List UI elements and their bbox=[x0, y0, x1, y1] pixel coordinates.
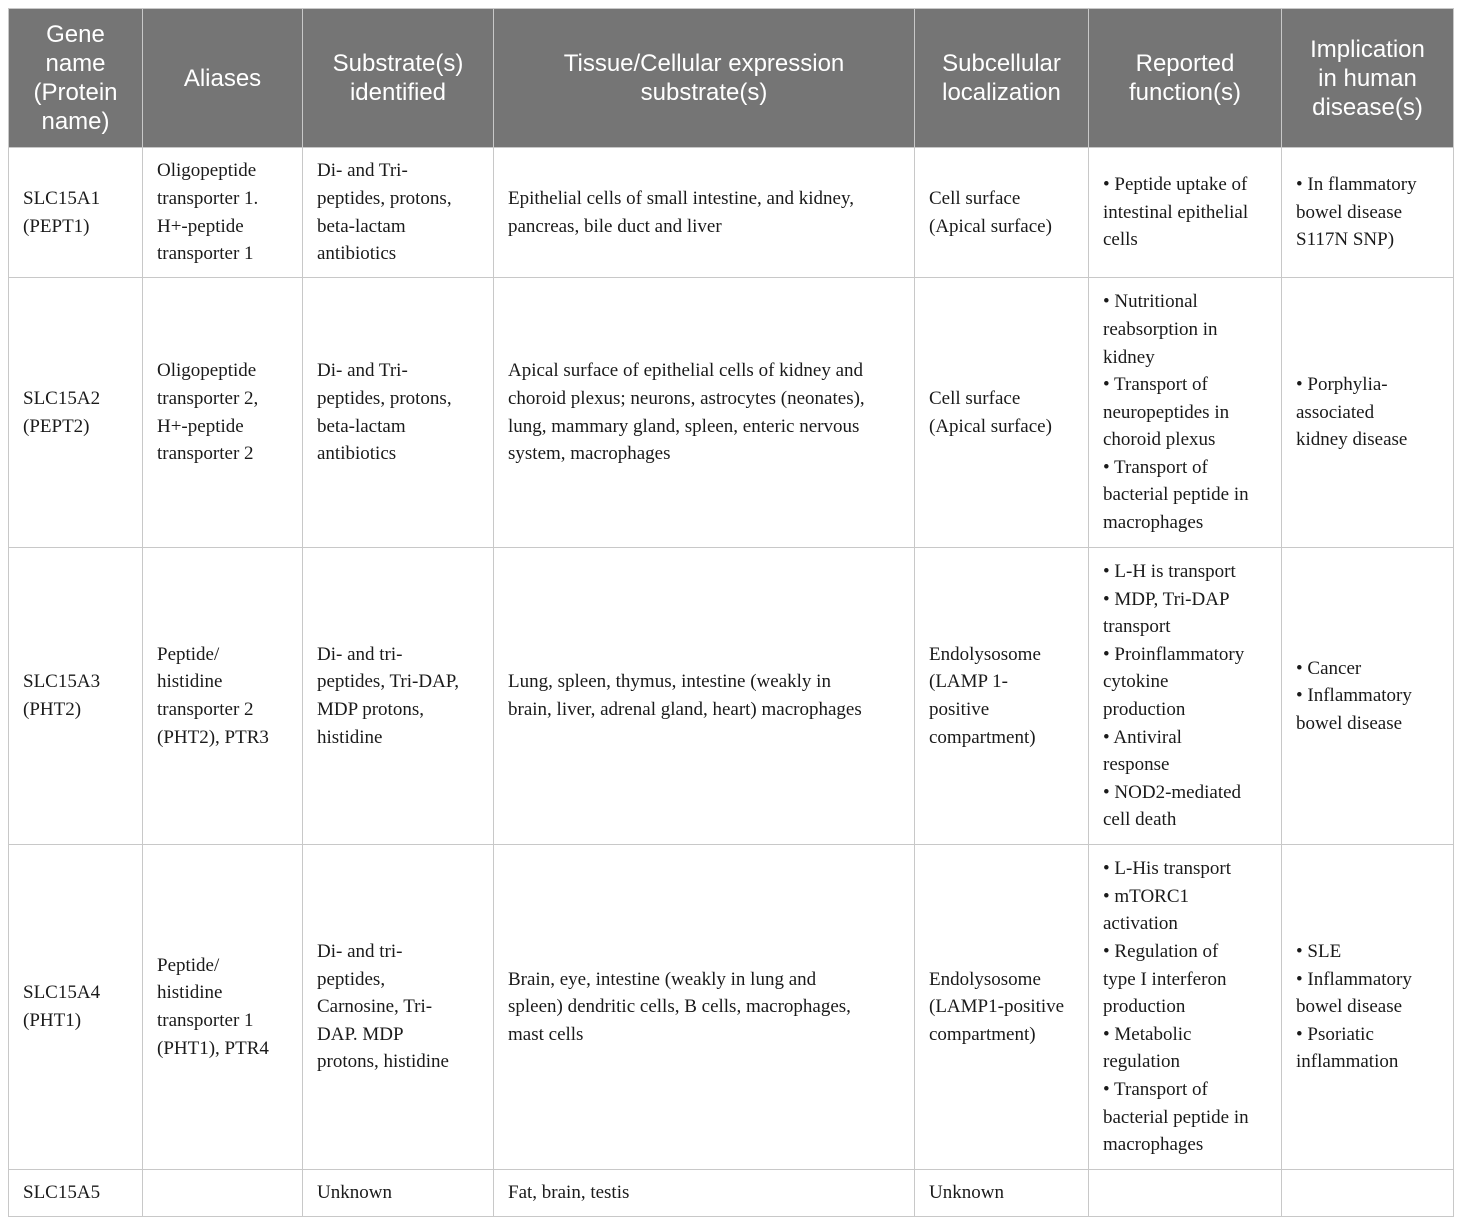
diseases-cell: • In flammatory bowel disease S117N SNP) bbox=[1282, 148, 1454, 278]
header-tissue-expression: Tissue/Cellular expression substrate(s) bbox=[494, 9, 915, 148]
gene-cell: SLC15A4 (PHT1) bbox=[9, 845, 143, 1170]
substrates-cell: Unknown bbox=[303, 1170, 494, 1217]
functions-cell: • L-H is transport • MDP, Tri-DAP transport • Proinflammatory cytokine production • Antiviral response • NOD2-mediated cell death bbox=[1089, 548, 1282, 845]
gene-cell: SLC15A1 (PEPT1) bbox=[9, 148, 143, 278]
functions-cell: • Nutritional reabsorption in kidney • Transport of neuropeptides in choroid plexus • Transport of bacterial peptide in macrophages bbox=[1089, 278, 1282, 548]
tissue-cell: Lung, spleen, thymus, intestine (weakly in brain, liver, adrenal gland, heart) macrophages bbox=[494, 548, 915, 845]
diseases-cell: • Cancer • Inflammatory bowel disease bbox=[1282, 548, 1454, 845]
substrates-cell: Di- and Tri- peptides, protons, beta-lactam antibiotics bbox=[303, 148, 494, 278]
localization-cell: Endolysosome (LAMP1-positive compartment) bbox=[915, 845, 1089, 1170]
localization-cell: Unknown bbox=[915, 1170, 1089, 1217]
diseases-cell bbox=[1282, 1170, 1454, 1217]
table-row bbox=[9, 1170, 1454, 1217]
localization-cell: Cell surface (Apical surface) bbox=[915, 148, 1089, 278]
header-row bbox=[9, 9, 1454, 148]
header-reported-functions: Reported function(s) bbox=[1089, 9, 1282, 148]
substrates-cell: Di- and Tri- peptides, protons, beta-lactam antibiotics bbox=[303, 278, 494, 548]
slc15-family-table bbox=[8, 8, 1454, 1217]
table-row bbox=[9, 845, 1454, 1170]
diseases-cell: • Porphylia- associated kidney disease bbox=[1282, 278, 1454, 548]
table-row bbox=[9, 548, 1454, 845]
tissue-cell: Brain, eye, intestine (weakly in lung and spleen) dendritic cells, B cells, macrophages, mast cells bbox=[494, 845, 915, 1170]
substrates-cell: Di- and tri- peptides, Carnosine, Tri- DAP. MDP protons, histidine bbox=[303, 845, 494, 1170]
header-gene-name: Gene name (Protein name) bbox=[9, 9, 143, 148]
diseases-cell: • SLE • Inflammatory bowel disease • Psoriatic inflammation bbox=[1282, 845, 1454, 1170]
aliases-cell: Oligopeptide transporter 2, H+-peptide transporter 2 bbox=[143, 278, 303, 548]
table-row bbox=[9, 148, 1454, 278]
tissue-cell: Fat, brain, testis bbox=[494, 1170, 915, 1217]
header-subcellular-localization: Subcellular localization bbox=[915, 9, 1089, 148]
tissue-cell: Apical surface of epithelial cells of kidney and choroid plexus; neurons, astrocytes (neonates), lung, mammary gland, spleen, enteric nervous system, macrophages bbox=[494, 278, 915, 548]
table-row bbox=[9, 278, 1454, 548]
aliases-cell bbox=[143, 1170, 303, 1217]
functions-cell: • Peptide uptake of intestinal epithelial cells bbox=[1089, 148, 1282, 278]
localization-cell: Cell surface (Apical surface) bbox=[915, 278, 1089, 548]
substrates-cell: Di- and tri- peptides, Tri-DAP, MDP protons, histidine bbox=[303, 548, 494, 845]
functions-cell bbox=[1089, 1170, 1282, 1217]
tissue-cell: Epithelial cells of small intestine, and kidney, pancreas, bile duct and liver bbox=[494, 148, 915, 278]
aliases-cell: Peptide/ histidine transporter 2 (PHT2), PTR3 bbox=[143, 548, 303, 845]
header-aliases: Aliases bbox=[143, 9, 303, 148]
header-substrates: Substrate(s) identified bbox=[303, 9, 494, 148]
header-disease-implication: Implication in human disease(s) bbox=[1282, 9, 1454, 148]
gene-cell: SLC15A5 bbox=[9, 1170, 143, 1217]
gene-cell: SLC15A3 (PHT2) bbox=[9, 548, 143, 845]
localization-cell: Endolysosome (LAMP 1- positive compartment) bbox=[915, 548, 1089, 845]
gene-cell: SLC15A2 (PEPT2) bbox=[9, 278, 143, 548]
aliases-cell: Peptide/ histidine transporter 1 (PHT1), PTR4 bbox=[143, 845, 303, 1170]
aliases-cell: Oligopeptide transporter 1. H+-peptide transporter 1 bbox=[143, 148, 303, 278]
functions-cell: • L-His transport • mTORC1 activation • Regulation of type I interferon production • Metabolic regulation • Transport of bacterial peptide in macrophages bbox=[1089, 845, 1282, 1170]
